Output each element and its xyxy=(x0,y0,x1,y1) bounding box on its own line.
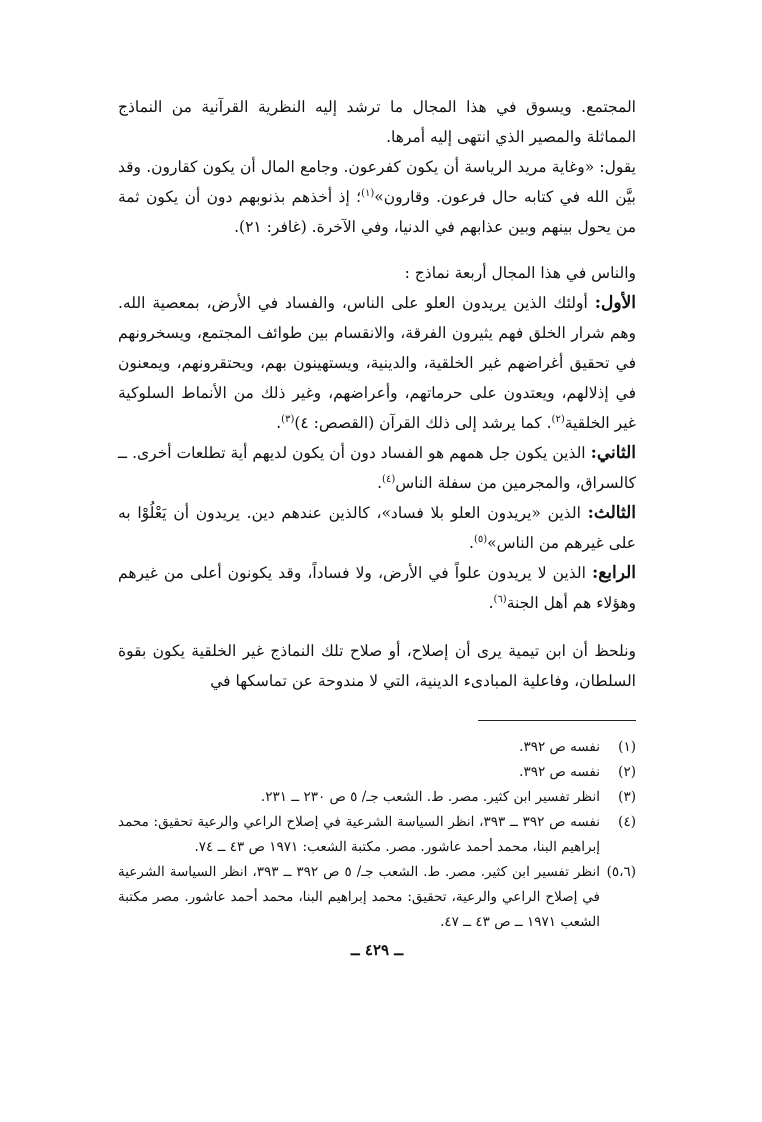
footnote xyxy=(118,860,636,935)
footnote-ref-2[interactable]: (٢) xyxy=(551,413,565,425)
model-3-label: الثالث: xyxy=(587,503,636,523)
footnote-ref-1[interactable]: (١) xyxy=(361,187,375,199)
footnote xyxy=(118,810,636,860)
paragraph-model-2: الثاني: الذين يكون جل همهم هو الفساد دون أن يكون لديهم أية تطلعات أخرى. ــ كالسراق، والمجرمين من سفلة الناس$^{(٤)}$. xyxy=(118,443,636,492)
footnote-ref-6[interactable]: (٦) xyxy=(493,593,507,605)
footnote xyxy=(118,785,636,810)
footnote-number: (٢) xyxy=(618,764,636,780)
footnote-ref-3[interactable]: (٣) xyxy=(281,413,295,425)
footnote-ref-5[interactable]: (٥) xyxy=(473,533,488,545)
footnote-text: نفسه ص ٣٩٢ ــ ٣٩٣، انظر السياسة الشرعية في إصلاح الراعي والرعية تحقيق: محمد إبراهيم البنا، محمد أحمد عاشور. مصر. مكتبة الشعب: ١٩٧١ ص ٤٣ ــ ٧٤. xyxy=(118,814,600,855)
footnotes xyxy=(118,735,636,935)
footnote-text: انظر تفسير ابن كثير. مصر. ط. الشعب جـ/ ٥ ص ٢٣٠ ــ ٢٣١. xyxy=(260,789,600,805)
paragraph-quote: يقول: «وغاية مريد الرياسة أن يكون كفرعون. وجامع المال أن يكون كقارون. وقد بيَّن الله في كتابه حال فرعون. وقارون»$^{(١)}$؛ إذ أخذهم بذنوبهم دون أن يكون ثمة من يحول بينهم وبين عذابهم في الدنيا، وفي الآخرة. (غافر: ٢١). xyxy=(118,158,636,236)
footnote-separator xyxy=(478,720,636,721)
book-page xyxy=(118,92,636,959)
paragraph-intro: المجتمع. ويسوق في هذا المجال ما ترشد إليه النظرية القرآنية من النماذج المماثلة والمصير الذي انتهى إليه أمرها. xyxy=(118,98,636,146)
footnote-number: (٣) xyxy=(618,789,636,805)
paragraph-model-4: الرابع: الذين لا يريدون علواً في الأرض، ولا فساداً، وقد يكونون أعلى من غيرهم وهؤلاء هم أهل الجنة$^{(٦)}$. xyxy=(118,563,636,612)
paragraph-conclusion: ونلحظ أن ابن تيمية يرى أن إصلاح، أو صلاح تلك النماذج غير الخلقية يكون بقوة السلطان، وفاعلية المبادىء الدينية، التي لا مندوحة عن تماسكها في xyxy=(118,642,636,690)
footnote xyxy=(118,760,636,785)
footnote-number: (١) xyxy=(618,739,636,755)
main-text xyxy=(118,92,636,696)
footnote-text: نفسه ص ٣٩٢. xyxy=(519,739,600,755)
model-4-label: الرابع: xyxy=(591,563,636,583)
footnote-number: (٥،٦) xyxy=(606,864,636,880)
model-1-label: الأول: xyxy=(594,293,636,313)
footnote-ref-4[interactable]: (٤) xyxy=(382,473,396,485)
model-2-label: الثاني: xyxy=(590,443,636,463)
footnote-text: نفسه ص ٣٩٢. xyxy=(519,764,600,780)
page-number: ــ ٤٢٩ ــ xyxy=(350,941,404,959)
footnote xyxy=(118,735,636,760)
paragraph-models-intro: والناس في هذا المجال أربعة نماذج : xyxy=(404,264,636,282)
paragraph-model-3: الثالث: الذين «يريدون العلو بلا فساد»، كالذين عندهم دين. يريدون أن يَعْلُوْا به على غيرهم من الناس»$^{(٥)}$. xyxy=(118,503,636,552)
footnote-text: انظر تفسير ابن كثير. مصر. ط. الشعب جـ/ ٥ ص ٣٩٢ ــ ٣٩٣، انظر السياسة الشرعية في إصلاح الراعي والرعية، تحقيق: محمد إبراهيم البنا، محمد أحمد عاشور. مصر مكتبة الشعب ١٩٧١ ــ ص ٤٣ ــ ٤٧. xyxy=(118,864,600,930)
paragraph-model-1: الأول: أولئك الذين يريدون العلو على الناس، والفساد في الأرض، بمعصية الله. وهم شرار الخلق فهم يثيرون الفرقة، والانقسام بين طوائف المجتمع، ويسخرونهم في تحقيق أغراضهم غير الخلقية، والدينية، ويستهينون بهم، ويحتقرونهم، ويمعنون في إذلالهم، ويعتدون على حرماتهم، وأعراضهم، وغير ذلك من الأنماط السلوكية غير الخلقية$^{(٢)}$. كما يرشد إلى ذلك القرآن (القصص: ٤)$^{(٣)}$. xyxy=(118,293,636,432)
footnote-number: (٤) xyxy=(618,814,636,830)
